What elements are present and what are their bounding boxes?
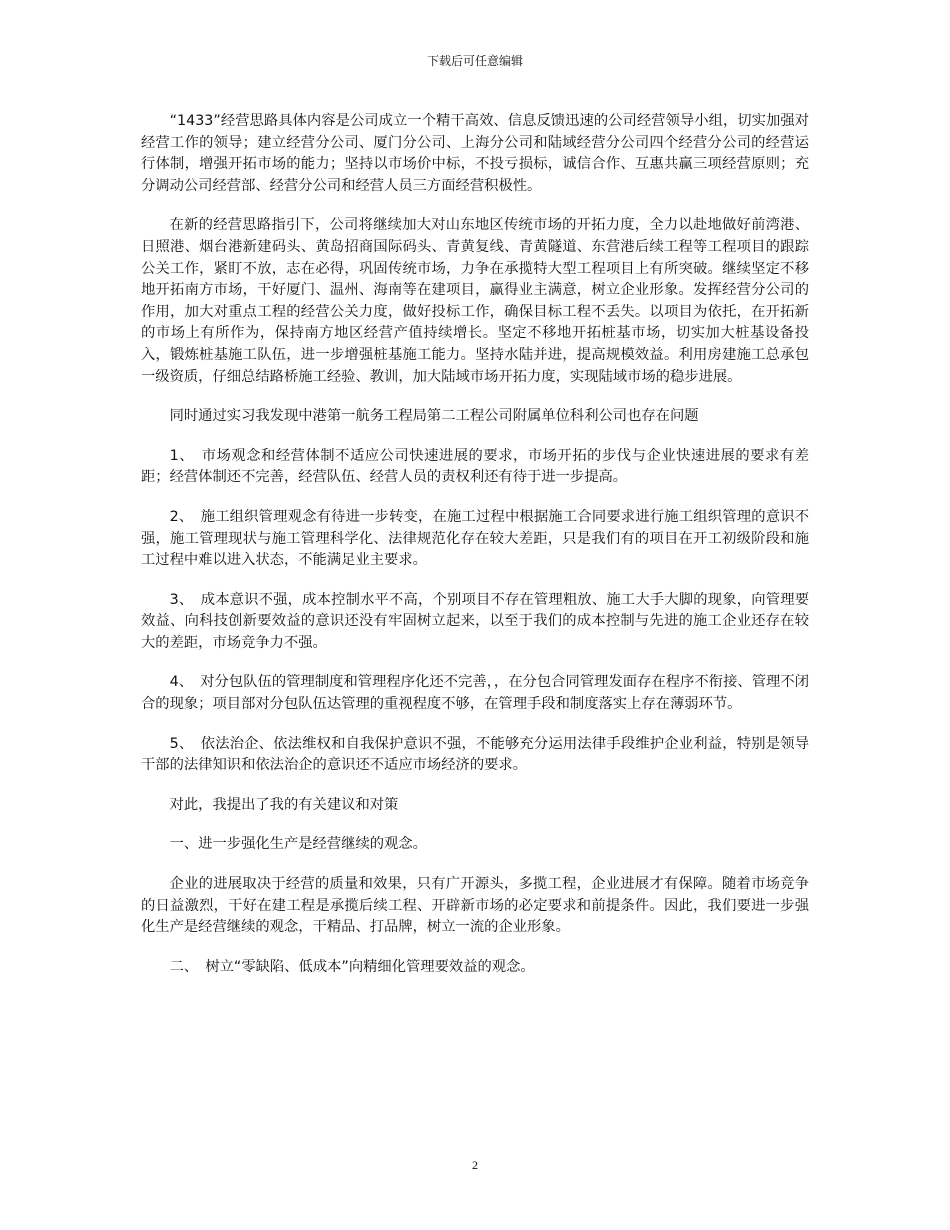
- paragraph-problem-4: 4、 对分包队伍的管理制度和管理程序化还不完善，，在分包合同管理发面存在程序不衔接、管理不闭合的现象；项目部对分包队伍达管理的重视程度不够，在管理手段和制度落实上存在薄弱环节。: [141, 674, 809, 713]
- page-number: 2: [472, 1158, 478, 1172]
- page-header: 下载后可任意编辑: [426, 54, 523, 68]
- paragraph-problem-3: 3、 成本意识不强，成本控制水平不高，个别项目不存在管理粗放、施工大手大脚的现象，向管理要效益、向科技创新要效益的意识还没有牢固树立起来，以至于我们的成本控制与先进的施工企业还存在较大的差距，市场竞争力不强。: [141, 591, 809, 651]
- section-heading-2: 二、 树立“零缺陷、低成本”向精细化管理要效益的观念。: [169, 958, 535, 975]
- paragraph-1433-strategy: “1433”经营思路具体内容是公司成立一个精干高效、信息反馈迅速的公司经营领导小组，切实加强对经营工作的领导；建立经营分公司、厦门分公司、上海分公司和陆域经营分公司四个经营分公司的经营运行体制，增强开拓市场的能力；坚持以市场价中标，不投亏损标，诚信合作、互惠共赢三项经营原则；充分调动公司经营部、经营分公司和经营人员三方面经营积极性。: [141, 113, 809, 194]
- paragraph-market-expansion: 在新的经营思路指引下，公司将继续加大对山东地区传统市场的开拓力度，全力以赴地做好前湾港、日照港、烟台港新建码头、黄岛招商国际码头、青黄复线、青黄隧道、东营港后续工程等工程项目的跟踪公关工作，紧盯不放，志在必得，巩固传统市场，力争在承揽特大型工程项目上有所突破。继续坚定不移地开拓南方市场，干好厦门、温州、海南等在建项目，赢得业主满意，树立企业形象。发挥经营分公司的作用，加大对重点工程的经营公关力度，做好投标工作，确保目标工程不丢失。以项目为依托，在开拓新的市场上有所作为，保持南方地区经营产值持续增长。坚定不移地开拓桩基市场，切实加大桩基设备投入，锻炼桩基施工队伍，进一步增强桩基施工能力。坚持水陆并进，提高规模效益。利用房建施工总承包一级资质，仔细总结路桥施工经验、教训，加大陆域市场开拓力度，实现陆域市场的稳步进展。: [141, 217, 809, 385]
- paragraph-problem-1: 1、 市场观念和经营体制不适应公司快速进展的要求，市场开拓的步伐与企业快速进展的要求有差距；经营体制还不完善，经营队伍、经营人员的责权利还有待于进一步提高。: [141, 447, 809, 486]
- paragraph-problem-2: 2、 施工组织管理观念有待进一步转变，在施工过程中根据施工合同要求进行施工组织管理的意识不强，施工管理现状与施工管理科学化、法律规范化存在较大差距，只是我们有的项目在开工初级阶段和施工过程中难以进入状态，不能满足业主要求。: [141, 508, 809, 569]
- paragraph-suggestions-intro: 对此，我提出了我的有关建议和对策: [169, 796, 399, 813]
- section-heading-1: 一、进一步强化生产是经营继续的观念。: [169, 836, 427, 853]
- document-body: [141, 111, 809, 996]
- paragraph-problems-intro: 同时通过实习我发现中港第一航务工程局第二工程公司附属单位科利公司也存在问题: [169, 408, 699, 425]
- paragraph-section-1-body: 企业的进展取决于经营的质量和效果，只有广开源头，多揽工程，企业进展才有保障。随着市场竞争的日益激烈，干好在建工程是承揽后续工程、开辟新市场的必定要求和前提条件。因此，我们要进一步强化生产是经营继续的观念，干精品、打品牌，树立一流的企业形象。: [141, 876, 809, 936]
- paragraph-problem-5: 5、 依法治企、依法维权和自我保护意识不强，不能够充分运用法律手段维护企业利益，特别是领导干部的法律知识和依法治企的意识还不适应市场经济的要求。: [141, 735, 809, 774]
